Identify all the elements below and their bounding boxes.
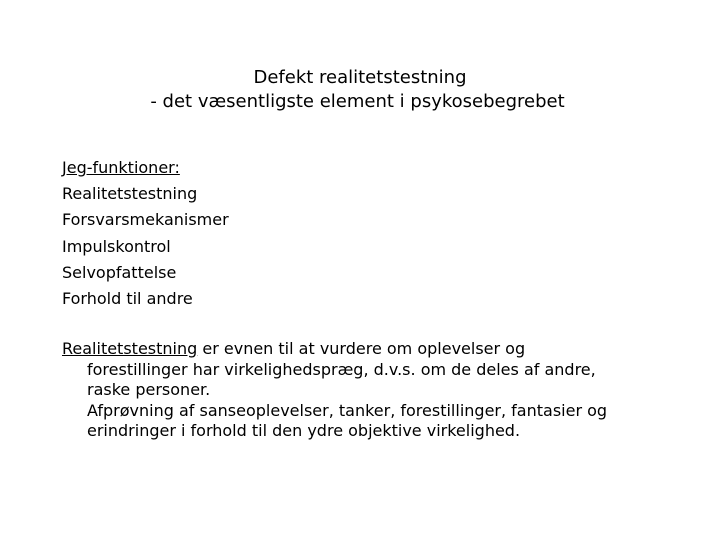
definition-line-5: erindringer i forhold til den ydre objektive virkelighed. [87,421,521,441]
list-item: Selvopfattelse [62,262,177,282]
ego-functions-list [62,155,229,312]
definition-paragraph [62,339,692,442]
definition-term: Realitetstestning [62,339,198,358]
definition-line-4: Afprøvning af sanseoplevelser, tanker, forestillinger, fantasier og [87,400,608,420]
slide-title [0,66,720,114]
definition-line-1-rest: er evnen til at vurdere om oplevelser og [197,339,526,358]
definition-line-2: forestillinger har virkelighedspræg, d.v.s. om de deles af andre, [87,359,596,379]
list-item: Impulskontrol [62,236,171,256]
title-line-1: Defekt realitetstestning [253,67,467,88]
list-item: Forhold til andre [62,289,193,309]
definition-line-1 [62,339,692,360]
list-item: Realitetstestning [62,184,198,204]
definition-line-3: raske personer. [87,380,211,400]
list-item: Forsvarsmekanismer [62,210,229,230]
ego-functions-heading: Jeg-funktioner: [62,158,180,177]
title-line-2: - det væsentligste element i psykosebegrebet [150,91,565,112]
